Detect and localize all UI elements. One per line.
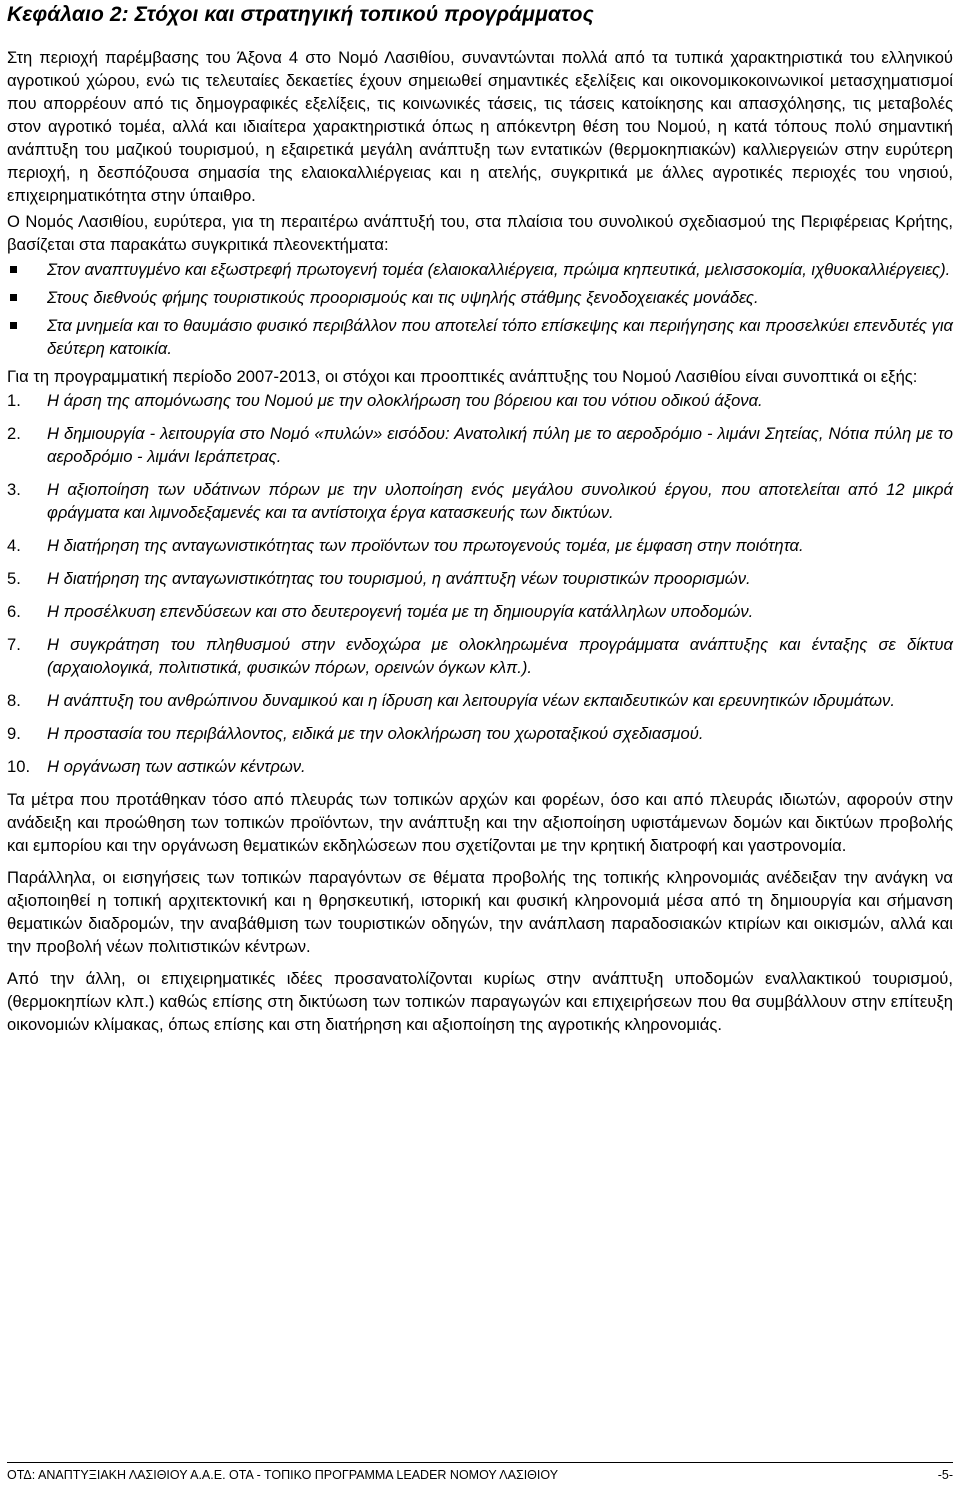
goal-number: 4.	[7, 536, 21, 555]
chapter-title: Κεφάλαιο 2: Στόχοι και στρατηγική τοπικού προγράμματος	[7, 3, 594, 26]
goal-item	[7, 755, 953, 778]
goals-intro: Για τη προγραμματική περίοδο 2007-2013, οι στόχοι και προοπτικές ανάπτυξης του Νομού Λασιθίου είναι συνοπτικά οι εξής:	[7, 367, 918, 386]
goal-text: Η διατήρηση της ανταγωνιστικότητας των προϊόντων του πρωτογενούς τομέα, με έμφαση στην ποιότητα.	[47, 536, 804, 555]
goal-text: Η άρση της απομόνωσης του Νομού με την ολοκλήρωση του βόρειου και του νότιου οδικού άξονα.	[47, 391, 763, 410]
goal-item	[7, 722, 953, 745]
goal-number: 7.	[7, 635, 21, 654]
measures-paragraph: Τα μέτρα που προτάθηκαν τόσο από πλευράς των τοπικών αρχών και φορέων, όσο και από πλευράς ιδιωτών, αφορούν στην ανάδειξη και προώθηση των τοπικών προϊόντων, την ανάπτυξη και την αξιοποίηση υφιστάμενων δομών και δικτύων προβολής και εμπορίου και την οργάνωση θεματικών εκδηλώσεων που σχετίζονται με την κρητική διατροφή και γαστρονομία.	[7, 790, 953, 855]
advantage-item	[7, 286, 953, 309]
square-bullet-icon	[10, 266, 17, 273]
goal-text: Η ανάπτυξη του ανθρώπινου δυναμικού και η ίδρυση και λειτουργία νέων εκπαιδευτικών και ερευνητικών ιδρυμάτων.	[47, 691, 895, 710]
goal-text: Η δημιουργία - λειτουργία στο Νομό «πυλών» εισόδου: Ανατολική πύλη με το αεροδρόμιο - λιμάνι Σητείας, Νότια πύλη με το αεροδρόμιο - λιμάνι Ιεράπετρας.	[47, 424, 953, 466]
goal-number: 10.	[7, 757, 31, 776]
goal-item	[7, 534, 953, 557]
page-footer	[7, 1462, 953, 1482]
intro-paragraph: Στη περιοχή παρέμβασης του Άξονα 4 στο Νομό Λασιθίου, συναντώνται πολλά από τα τυπικά χαρακτηριστικά του ελληνικού αγροτικού χώρου, ενώ τις τελευταίες δεκαετίες έχουν σημειωθεί σημαντικές εξελίξεις και οικονομικοκοινωνικοί μετασχηματισμοί που απορρέουν από τις δημογραφικές εξελίξεις, τις κοινωνικές τάσεις, τις τάσεις κατοίκησης και απασχόλησης, τις μεταβολές στον αγροτικό τομέα, αλλά και ιδιαίτερα χαρακτηριστικά όπως η απόκεντρη θέση του Νομού, η κατά τόπους πολύ σημαντική ανάπτυξη του μαζικού τουρισμού, η εξαιρετικά μεγάλη ανάπτυξη των εντατικών (θερμοκηπιακών) καλλιεργειών στην ευρύτερη περιοχή, η δεσπόζουσα σημασία της ελαιοκαλλιέργειας και η ατελής, συγκριτικά με άλλες αγροτικές περιοχές του νησιού, επιχειρηματικότητα στην ύπαιθρο.	[7, 48, 953, 205]
goal-number: 5.	[7, 569, 21, 588]
advantages-intro: Ο Νομός Λασιθίου, ευρύτερα, για τη περαιτέρω ανάπτυξή του, στα πλαίσια του συνολικού σχεδιασμού της Περιφέρειας Κρήτης, βασίζεται στα παρακάτω συγκριτικά πλεονεκτήματα:	[7, 212, 953, 254]
goal-item	[7, 389, 953, 412]
goal-number: 2.	[7, 424, 21, 443]
square-bullet-icon	[10, 322, 17, 329]
goal-item	[7, 478, 953, 524]
square-bullet-icon	[10, 294, 17, 301]
goal-number: 9.	[7, 724, 21, 743]
parallel-paragraph: Παράλληλα, οι εισηγήσεις των τοπικών παραγόντων σε θέματα προβολής της τοπικής κληρονομιάς ανέδειξαν την ανάγκη να αξιοποιηθεί η τοπική αρχιτεκτονική και η θρησκευτική, ιστορική και φυσική κληρονομιά μέσα από τη δημιουργία και σήμανση θεματικών διαδρομών, την αναβάθμιση των τουριστικών οδηγών, την ανάπλαση παραδοσιακών κτιρίων και οικισμών, αλλά και την προβολή νέων πολιτιστικών κέντρων.	[7, 868, 953, 956]
advantage-text: Στα μνημεία και το θαυμάσιο φυσικό περιβάλλον που αποτελεί τόπο επίσκεψης και περιήγησης και προσελκύει επενδυτές για δεύτερη κατοικία.	[47, 316, 953, 358]
goal-text: Η αξιοποίηση των υδάτινων πόρων με την υλοποίηση ενός μεγάλου συνολικού έργου, που αποτελείται από 12 μικρά φράγματα και λιμνοδεξαμενές και τα αντίστοιχα έργα κατασκευής των δικτύων.	[47, 480, 953, 522]
goal-item	[7, 422, 953, 468]
goal-text: Η συγκράτηση του πληθυσμού στην ενδοχώρα με ολοκληρωμένα προγράμματα ανάπτυξης και ένταξης σε δίκτυα (αρχαιολογικά, πολιτιστικά, φυσικών πόρων, ορεινών όγκων κλπ.).	[47, 635, 953, 677]
footer-organization: ΟΤΔ: ΑΝΑΠΤΥΞΙΑΚΗ ΛΑΣΙΘΙΟΥ Α.Α.Ε. ΟΤΑ - ΤΟΠΙΚΟ ΠΡΟΓΡΑΜΜΑ LEADER ΝΟΜΟΥ ΛΑΣΙΘΙΟΥ	[7, 1468, 559, 1482]
advantage-text: Στον αναπτυγμένο και εξωστρεφή πρωτογενή τομέα (ελαιοκαλλιέργεια, πρώιμα κηπευτικά, μελισσοκομία, ιχθυοκαλλιέργειες).	[47, 260, 951, 279]
advantage-item	[7, 258, 953, 281]
goal-item	[7, 689, 953, 712]
goal-text: Η προσέλκυση επενδύσεων και στο δευτερογενή τομέα με τη δημιουργία κατάλληλων υποδομών.	[47, 602, 754, 621]
goal-text: Η οργάνωση των αστικών κέντρων.	[47, 757, 306, 776]
advantage-text: Στους διεθνούς φήμης τουριστικούς προορισμούς και τις υψηλής στάθμης ξενοδοχειακές μονάδες.	[47, 288, 759, 307]
goal-number: 3.	[7, 480, 21, 499]
advantage-item	[7, 314, 953, 360]
goal-text: Η προστασία του περιβάλλοντος, ειδικά με την ολοκλήρωση του χωροταξικού σχεδιασμού.	[47, 724, 704, 743]
goal-text: Η διατήρηση της ανταγωνιστικότητας του τουρισμού, η ανάπτυξη νέων τουριστικών προορισμών.	[47, 569, 751, 588]
page-number: -5-	[937, 1468, 953, 1482]
goal-item	[7, 600, 953, 623]
advantages-list	[7, 258, 953, 360]
goals-list	[7, 389, 953, 778]
goal-number: 8.	[7, 691, 21, 710]
business-paragraph: Από την άλλη, οι επιχειρηματικές ιδέες προσανατολίζονται κυρίως στην ανάπτυξη υποδομών εναλλακτικού τουρισμού, (θερμοκηπίων κλπ.) καθώς επίσης στη δικτύωση των τοπικών παραγωγών και επιχειρήσεων που θα συμβάλλουν στην επίτευξη οικονομιών κλίμακας, όπως επίσης και στη διατήρηση και αξιοποίηση της αγροτικής κληρονομιάς.	[7, 969, 953, 1034]
goal-item	[7, 633, 953, 679]
document-page	[7, 0, 953, 1036]
goal-number: 6.	[7, 602, 21, 621]
goal-number: 1.	[7, 391, 21, 410]
goal-item	[7, 567, 953, 590]
